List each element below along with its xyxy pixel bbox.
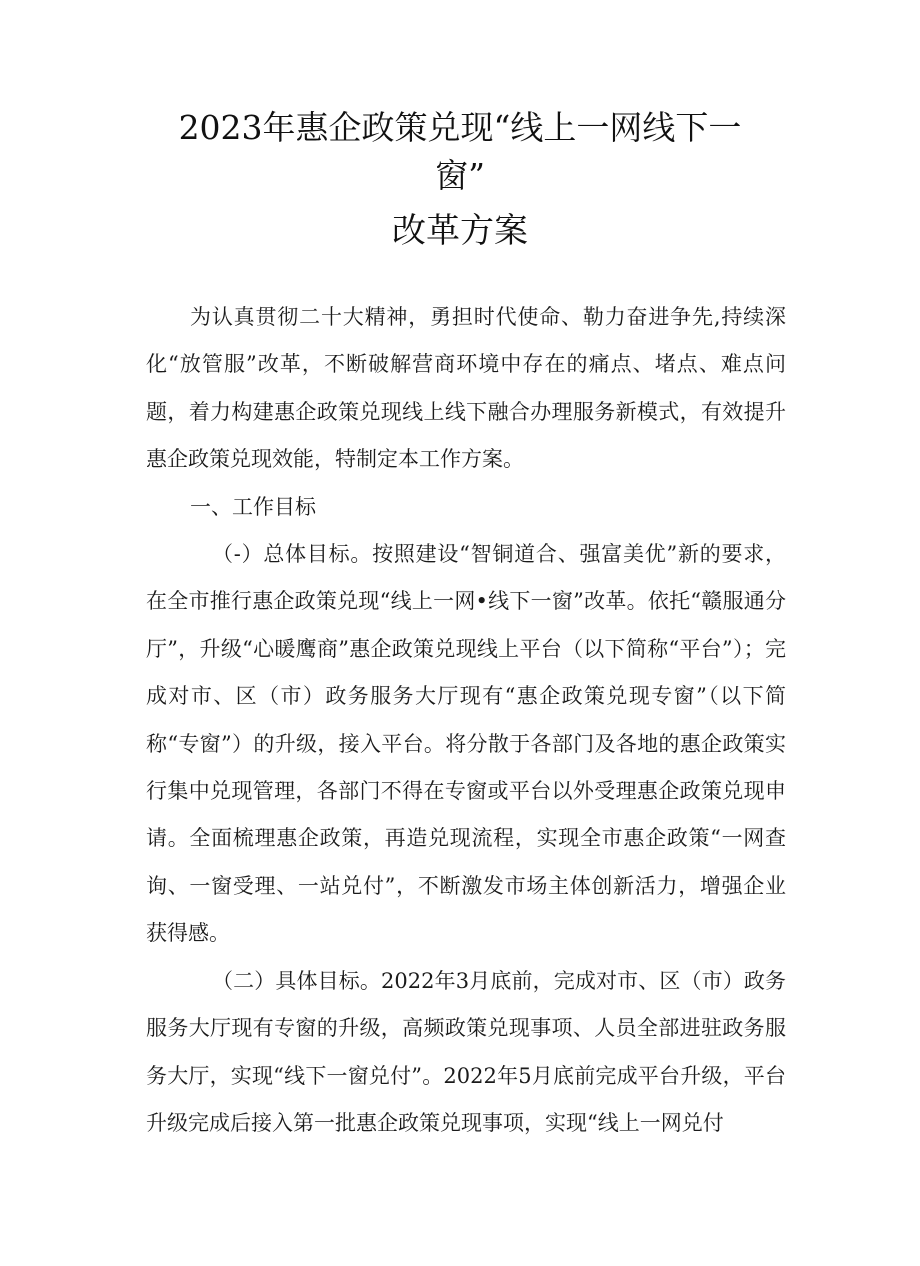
specific-goal-paragraph: （二）具体目标。2022年3月底前，完成对市、区（市）政务服务大厅现有专窗的升级，高频政策兑现事项、人员全部进驻政务服务大厅，实现“线下一窗兑付”。2022年5月底前完成平台升级，平台升级完成后接入第一批惠企政策兑现事项，实现“线上一网兑付 [146,968,786,1135]
title-line-1: 2023年惠企政策兑现“线上一网线下一 [178,108,742,147]
intro-paragraph: 为认真贯彻二十大精神，勇担时代使命、勒力奋进争先,持续深化“放管服”改革，不断破解营商环境中存在的痛点、堵点、难点问题，着力构建惠企政策兑现线上线下融合办理服务新模式，有效提升惠企政策兑现效能，特制定本工作方案。 [146,305,786,472]
section-heading-work-goals: 一、工作目标 [190,494,316,519]
document-body [146,294,786,1147]
overall-goal-paragraph: （-）总体目标。按照建设“智铜道合、强富美优”新的要求，在全市推行惠企政策兑现“线上一网•线下一窗”改革。依托“赣服通分厅”，升级“心暖鹰商”惠企政策兑现线上平台（以下简称“平台”）；完成对市、区（市）政务服务大厅现有“惠企政策兑现专窗”（以下简称“专窗”）的升级，接入平台。将分散于各部门及各地的惠企政策实行集中兑现管理，各部门不得在专窗或平台以外受理惠企政策兑现申请。全面梳理惠企政策，再造兑现流程，实现全市惠企政策“一网查询、一窗受理、一站兑付”，不断激发市场主体创新活力，增强企业获得感。 [146,542,786,946]
document-title [0,104,920,258]
title-line-3: 改革方案 [392,211,528,251]
title-line-2: 窗” [435,156,485,195]
